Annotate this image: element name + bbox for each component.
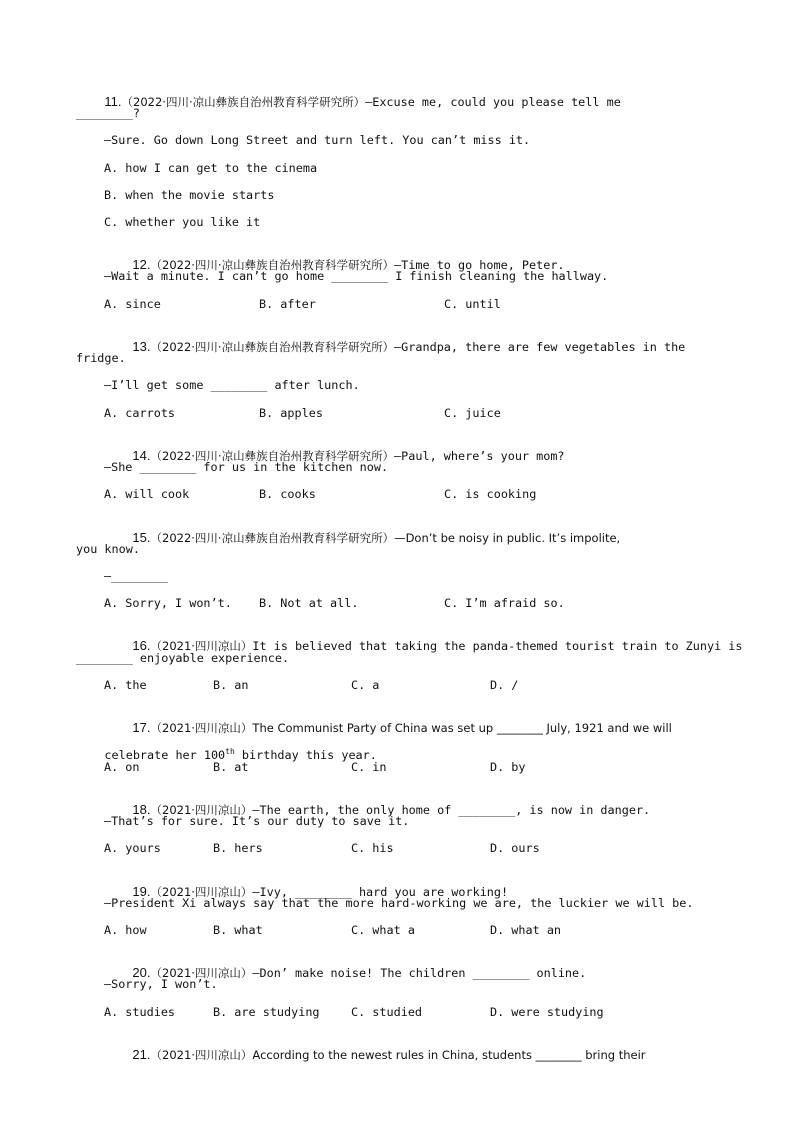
option-a: A. how — [104, 923, 147, 937]
dialogue-reply: —Sure. Go down Long Street and turn left. You can’t miss it. — [104, 133, 531, 147]
option-b: B. at — [213, 760, 249, 774]
question-source: （2021·四川凉山） — [150, 803, 253, 817]
option-b: B. are studying — [213, 1005, 320, 1019]
stem-text-tail: birthday this year. — [234, 748, 377, 762]
question-source: （2022·四川·凉山彝族自治州教育科学研究所） — [150, 340, 395, 354]
dialogue-reply: —Sorry, I won’t. — [104, 977, 218, 991]
option-c: C. until — [444, 297, 501, 311]
question-number: 17. — [132, 720, 151, 735]
question-source: （2021·四川凉山） — [150, 966, 253, 980]
question-source: （2022·四川·凉山彝族自治州教育科学研究所） — [150, 258, 395, 272]
option-c: C. what a — [351, 923, 415, 937]
question-stem: According to the newest rules in China, students ________ bring their — [252, 1048, 646, 1062]
question-stem-continued: you know. — [76, 542, 140, 556]
option-b: B. when the movie starts — [104, 188, 275, 202]
question-stem: —Excuse me, could you please tell me — [365, 95, 621, 109]
question-15-line — [104, 514, 620, 562]
question-number: 13. — [132, 339, 151, 354]
question-21-line — [104, 1031, 646, 1079]
option-d: D. by — [490, 760, 526, 774]
question-stem-continued: fridge. — [76, 351, 126, 365]
option-a: A. the — [104, 678, 147, 692]
question-source: （2021·四川凉山） — [150, 639, 253, 653]
option-d: D. were studying — [490, 1005, 604, 1019]
option-d: D. what an — [490, 923, 562, 937]
question-number: 20. — [132, 965, 151, 980]
question-source: （2021·四川凉山） — [150, 885, 253, 899]
option-c: C. in — [351, 760, 387, 774]
option-c: C. studied — [351, 1005, 423, 1019]
option-b: B. an — [213, 678, 249, 692]
question-stem: —Don’t be noisy in public. It’s impolite, — [394, 531, 621, 545]
option-a: A. on — [104, 760, 140, 774]
question-stem: —Time to go home, Peter. — [394, 258, 565, 272]
option-a: A. will cook — [104, 487, 190, 501]
option-b: B. apples — [259, 406, 323, 420]
question-11-line — [76, 78, 621, 126]
option-c: C. is cooking — [444, 487, 537, 501]
question-stem: —Ivy, ________ hard you are working! — [252, 885, 509, 899]
stem-text: celebrate her 100 — [104, 748, 226, 762]
question-stem: —The earth, the only home of ________, is now in danger. — [252, 803, 651, 817]
option-a: A. how I can get to the cinema — [104, 161, 318, 175]
dialogue-reply: —Wait a minute. I can’t go home ________ I finish cleaning the hallway. — [104, 269, 609, 283]
option-a: A. yours — [104, 841, 161, 855]
question-source: （2022·四川·凉山彝族自治州教育科学研究所） — [150, 531, 395, 545]
question-number: 16. — [132, 638, 151, 653]
option-c: C. juice — [444, 406, 501, 420]
question-number: 11. — [104, 94, 122, 109]
option-d: D. / — [490, 678, 519, 692]
option-a: A. Sorry, I won’t. — [104, 596, 232, 610]
option-c: C. whether you like it — [104, 215, 261, 229]
question-stem: —Grandpa, there are few vegetables in the — [394, 340, 686, 354]
dialogue-reply: —________ — [104, 569, 168, 583]
question-number: 21. — [132, 1047, 151, 1062]
option-a: A. studies — [104, 1005, 176, 1019]
question-source: （2022·四川·凉山彝族自治州教育科学研究所） — [150, 449, 395, 463]
dialogue-reply: —That’s for sure. It’s our duty to save it. — [104, 814, 410, 828]
option-c: C. his — [351, 841, 394, 855]
question-stem: —Don’ make noise! The children ________ online. — [252, 966, 587, 980]
superscript: th — [225, 747, 235, 757]
question-source: （2022·四川·凉山彝族自治州教育科学研究所） — [121, 95, 366, 109]
dialogue-reply: —She ________ for us in the kitchen now. — [104, 460, 389, 474]
question-stem: The Communist Party of China was set up ________ July, 1921 and we will — [252, 721, 672, 735]
question-number: 15. — [132, 530, 151, 545]
question-source: （2021·四川凉山） — [150, 1048, 253, 1062]
option-a: A. since — [104, 297, 161, 311]
question-source: （2021·四川凉山） — [150, 721, 253, 735]
option-c: C. I’m afraid so. — [444, 596, 565, 610]
option-b: B. hers — [213, 841, 263, 855]
question-stem-continued: ________ enjoyable experience. — [76, 651, 290, 665]
option-b: B. what — [213, 923, 263, 937]
question-number: 18. — [132, 802, 151, 817]
question-number: 12. — [132, 257, 151, 272]
dialogue-reply: —I’ll get some ________ after lunch. — [104, 378, 360, 392]
option-b: B. after — [259, 297, 316, 311]
option-b: B. Not at all. — [259, 596, 359, 610]
option-a: A. carrots — [104, 406, 176, 420]
question-stem-continued: ________? — [76, 106, 140, 120]
question-stem: —Paul, where’s your mom? — [394, 449, 565, 463]
question-13-line — [104, 323, 685, 371]
option-d: D. ours — [490, 841, 540, 855]
question-number: 19. — [132, 884, 151, 899]
dialogue-reply: —President Xi always say that the more hard-working we are, the luckier we will be. — [104, 896, 694, 910]
option-c: C. a — [351, 678, 380, 692]
option-b: B. cooks — [259, 487, 316, 501]
question-stem: It is believed that taking the panda-themed tourist train to Zunyi is — [252, 639, 743, 653]
question-number: 14. — [132, 448, 151, 463]
